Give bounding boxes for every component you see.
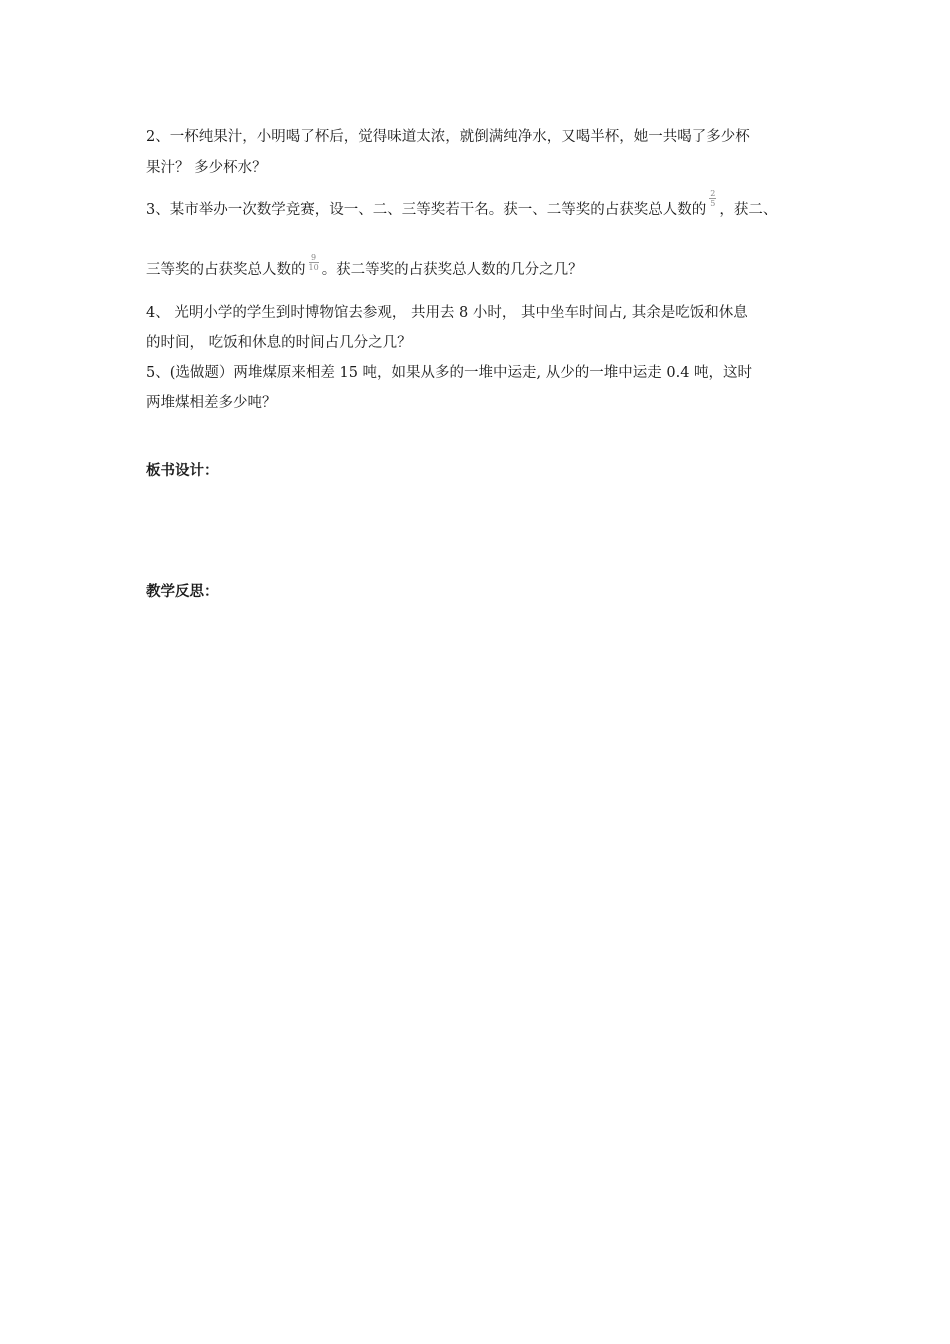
problem-3-line-1-tail: ，获二、 [719,202,778,218]
board-design-heading: 板书设计： [146,463,219,479]
problem-5-line-2: 两堆煤相差多少吨？ [146,395,277,411]
fraction-nine-tenths [309,253,319,272]
fraction-numerator: 2 [710,188,716,198]
problem-2-line-2: 果汁？ 多少杯水？ [146,160,267,176]
fraction-denominator: 10 [308,262,319,272]
fraction-denominator: 5 [710,198,716,208]
problem-5-line-1: 5、(选做题）两堆煤原来相差 15 吨，如果从多的一堆中运走, 从少的一堆中运走 0.4 吨，这时 [146,365,753,381]
fraction-two-fifths [709,189,716,208]
problem-2-line-1: 2、一杯纯果汁，小明喝了杯后，觉得味道太浓，就倒满纯净水，又喝半杯，她一共喝了多少杯 [146,129,750,145]
problem-3-line-2-tail: 。获二等奖的占获奖总人数的几分之几？ [321,262,583,278]
problem-3-line-2 [146,252,583,280]
problem-3-line-1-text: 3、某市举办一次数学竞赛，设一、二、三等奖若干名。获一、二等奖的占获奖总人数的 [146,202,707,218]
problem-3-line-2-text: 三等奖的占获奖总人数的 [146,262,306,278]
teaching-reflection-heading: 教学反思： [146,584,219,600]
fraction-numerator: 9 [309,253,319,263]
problem-3-line-1 [146,188,778,220]
problem-4-line-2: 的时间， 吃饭和休息的时间占几分之几？ [146,335,412,351]
problem-4-line-1: 4、 光明小学的学生到时博物馆去参观， 共用去 8 小时， 其中坐车时间占, 其余是吃饭和休息 [146,305,748,321]
